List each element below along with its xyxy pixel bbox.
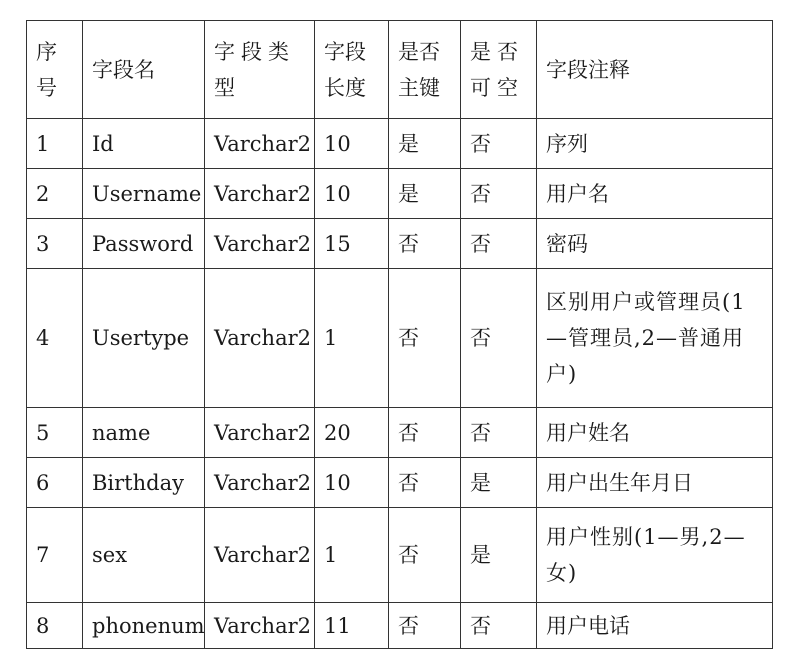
cell-field-length: 10 <box>315 119 389 169</box>
cell-comment: 用户性别(1—男,2—女) <box>537 508 773 603</box>
cell-comment: 用户出生年月日 <box>537 458 773 508</box>
cell-comment: 用户电话 <box>537 603 773 649</box>
cell-seq: 4 <box>27 269 83 408</box>
cell-field-length: 10 <box>315 169 389 219</box>
table-row <box>27 119 773 169</box>
cell-nullable: 是 <box>461 458 537 508</box>
header-comment: 字段注释 <box>537 21 773 119</box>
cell-primary-key: 否 <box>389 458 461 508</box>
cell-field-type: Varchar2 <box>205 508 315 603</box>
cell-nullable: 否 <box>461 269 537 408</box>
cell-primary-key: 否 <box>389 269 461 408</box>
cell-field-name: Password <box>83 219 205 269</box>
table-row <box>27 603 773 649</box>
cell-field-length: 10 <box>315 458 389 508</box>
header-field-length: 字段长度 <box>315 21 389 119</box>
cell-primary-key: 是 <box>389 169 461 219</box>
cell-seq: 7 <box>27 508 83 603</box>
cell-nullable: 否 <box>461 408 537 458</box>
cell-field-name: Username <box>83 169 205 219</box>
cell-seq: 5 <box>27 408 83 458</box>
table-row <box>27 219 773 269</box>
cell-field-length: 1 <box>315 508 389 603</box>
table-row <box>27 508 773 603</box>
header-primary-key: 是否主键 <box>389 21 461 119</box>
cell-nullable: 否 <box>461 603 537 649</box>
cell-field-length: 1 <box>315 269 389 408</box>
field-definition-table <box>26 20 773 649</box>
table-row <box>27 269 773 408</box>
table-header <box>27 21 773 119</box>
cell-seq: 1 <box>27 119 83 169</box>
cell-comment: 用户名 <box>537 169 773 219</box>
cell-field-name: phonenum <box>83 603 205 649</box>
cell-seq: 3 <box>27 219 83 269</box>
cell-comment: 用户姓名 <box>537 408 773 458</box>
cell-field-type: Varchar2 <box>205 408 315 458</box>
cell-nullable: 是 <box>461 508 537 603</box>
cell-field-length: 11 <box>315 603 389 649</box>
cropped-caption-fragment <box>95 0 355 4</box>
cell-field-type: Varchar2 <box>205 603 315 649</box>
cell-field-name: Usertype <box>83 269 205 408</box>
cell-primary-key: 否 <box>389 219 461 269</box>
cell-nullable: 否 <box>461 169 537 219</box>
cell-field-name: Birthday <box>83 458 205 508</box>
cell-comment: 序列 <box>537 119 773 169</box>
cell-seq: 8 <box>27 603 83 649</box>
cell-seq: 2 <box>27 169 83 219</box>
cell-field-length: 20 <box>315 408 389 458</box>
cell-field-name: name <box>83 408 205 458</box>
cell-comment: 密码 <box>537 219 773 269</box>
cell-primary-key: 否 <box>389 603 461 649</box>
cell-field-type: Varchar2 <box>205 119 315 169</box>
header-field-type: 字段类型 <box>205 21 315 119</box>
header-seq: 序号 <box>27 21 83 119</box>
table-row <box>27 458 773 508</box>
cell-primary-key: 否 <box>389 508 461 603</box>
cell-field-type: Varchar2 <box>205 269 315 408</box>
table-row <box>27 408 773 458</box>
cell-field-type: Varchar2 <box>205 458 315 508</box>
cell-comment: 区别用户或管理员(1—管理员,2—普通用户) <box>537 269 773 408</box>
cell-nullable: 否 <box>461 119 537 169</box>
cell-primary-key: 否 <box>389 408 461 458</box>
cell-field-type: Varchar2 <box>205 169 315 219</box>
table-row <box>27 169 773 219</box>
cell-field-name: Id <box>83 119 205 169</box>
cell-primary-key: 是 <box>389 119 461 169</box>
cell-nullable: 否 <box>461 219 537 269</box>
cell-field-name: sex <box>83 508 205 603</box>
header-nullable: 是否可空 <box>461 21 537 119</box>
cell-field-length: 15 <box>315 219 389 269</box>
cell-seq: 6 <box>27 458 83 508</box>
cell-field-type: Varchar2 <box>205 219 315 269</box>
header-field-name: 字段名 <box>83 21 205 119</box>
